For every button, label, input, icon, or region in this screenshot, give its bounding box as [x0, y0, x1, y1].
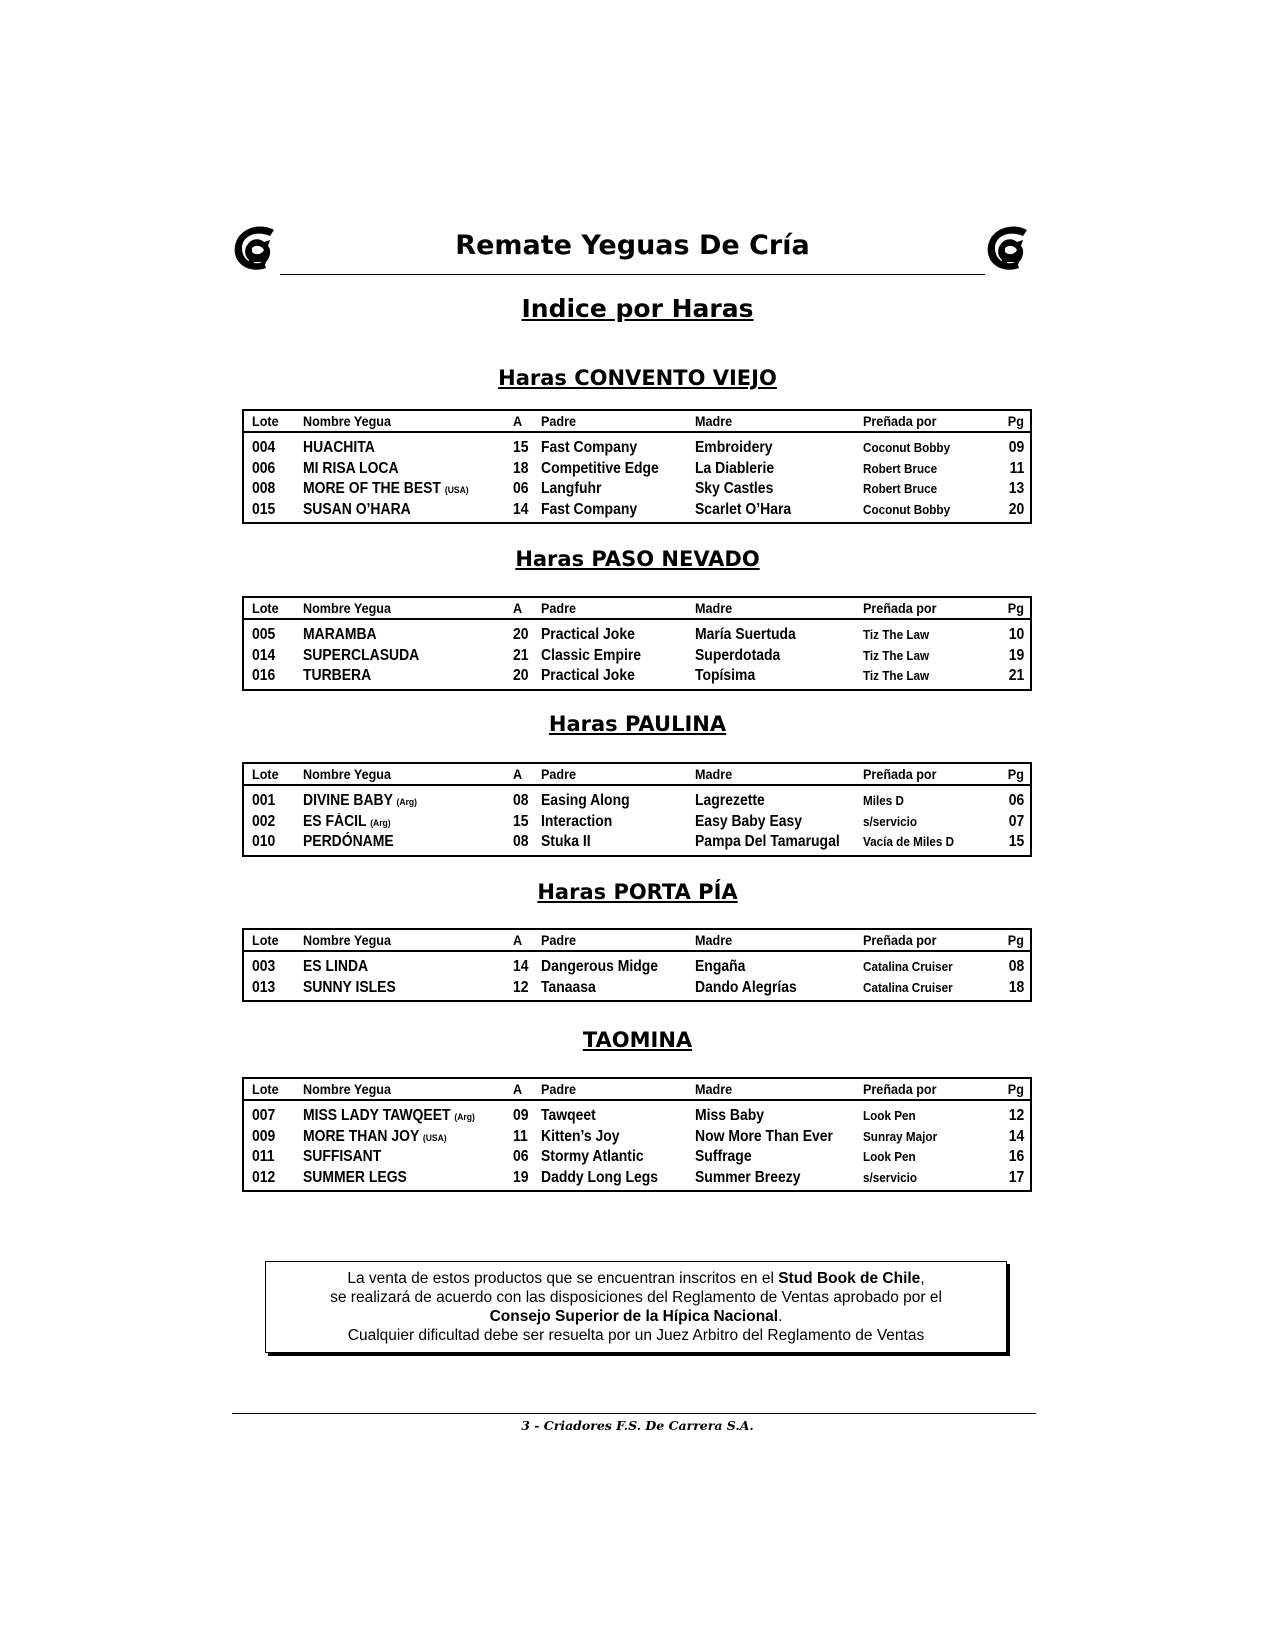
table-row	[244, 624, 1030, 645]
cell-nombre	[303, 460, 399, 478]
column-header-prenada: Preñada por	[863, 600, 937, 616]
cell-pg: 12	[1008, 1107, 1024, 1124]
cell-lote: 005	[252, 626, 276, 643]
cell-a: 12	[513, 978, 529, 996]
table-row	[244, 458, 1030, 479]
cell-lote: 003	[252, 958, 276, 975]
mare-name: SUPERCLASUDA	[303, 646, 420, 664]
mare-name: DIVINE BABY	[303, 792, 393, 809]
table-row	[244, 478, 1030, 499]
column-header-lote: Lote	[252, 932, 279, 948]
cell-pg: 06	[1008, 792, 1024, 809]
cell-pg: 08	[1008, 958, 1024, 975]
table-row	[244, 790, 1030, 811]
cell-a: 09	[513, 1107, 529, 1124]
table-row	[244, 1126, 1030, 1147]
cell-nombre	[303, 1148, 381, 1166]
cell-lote: 014	[252, 646, 276, 664]
cell-pg: 09	[1008, 439, 1024, 456]
cell-madre: Summer Breezy	[695, 1168, 801, 1186]
column-header-a: A	[513, 600, 523, 616]
cell-nombre	[303, 1128, 447, 1146]
cell-padre: Kitten’s Joy	[541, 1127, 620, 1145]
section-title: Haras PASO NEVADO	[515, 547, 760, 571]
cell-pg: 07	[1008, 812, 1024, 830]
table-row	[244, 1105, 1030, 1126]
table-header-row	[244, 1079, 1030, 1101]
column-header-madre: Madre	[695, 766, 733, 782]
column-header-pg: Pg	[1007, 1081, 1024, 1097]
cell-nombre	[303, 833, 394, 851]
cell-madre: Pampa Del Tamarugal	[695, 833, 840, 850]
page-footer: 3 - Criadores F.S. De Carrera S.A.	[521, 1418, 754, 1433]
column-header-madre: Madre	[695, 1081, 733, 1097]
cell-pg: 15	[1008, 833, 1024, 850]
cell-nombre	[303, 647, 419, 665]
column-header-a: A	[513, 766, 523, 782]
cell-lote: 007	[252, 1107, 276, 1124]
cell-padre: Tanaasa	[541, 978, 596, 996]
cell-a: 15	[513, 812, 529, 830]
cell-nombre	[303, 958, 368, 976]
origin-tag: (Arg)	[370, 817, 391, 829]
column-header-pg: Pg	[1007, 413, 1024, 429]
column-header-pg: Pg	[1007, 766, 1024, 782]
cell-nombre	[303, 501, 411, 519]
cell-pg: 10	[1008, 626, 1024, 643]
cell-nombre	[303, 626, 377, 644]
table-row	[244, 437, 1030, 458]
column-header-madre: Madre	[695, 932, 733, 948]
cell-madre: Topísima	[695, 667, 756, 684]
section-title: Haras CONVENTO VIEJO	[498, 366, 777, 390]
column-header-pg: Pg	[1007, 932, 1024, 948]
cell-padre: Daddy Long Legs	[541, 1168, 659, 1186]
mare-name: PERDÓNAME	[303, 833, 394, 850]
horse-logo-icon	[983, 222, 1035, 274]
notice-line-2: se realizará de acuerdo con las disposiciones del Reglamento de Ventas aprobado por el	[330, 1289, 942, 1306]
cell-lote: 004	[252, 439, 276, 456]
cell-padre: Interaction	[541, 812, 613, 830]
mare-name: MISS LADY TAWQEET	[303, 1107, 451, 1124]
cell-madre: Superdotada	[695, 646, 781, 664]
table-row	[244, 956, 1030, 977]
column-header-nombre: Nombre Yegua	[303, 600, 392, 616]
column-header-nombre: Nombre Yegua	[303, 766, 392, 782]
cell-madre: María Suertuda	[695, 626, 796, 643]
table-header-row	[244, 930, 1030, 952]
haras-table	[242, 1077, 1032, 1192]
cell-lote: 002	[252, 812, 276, 830]
table-header-row	[244, 411, 1030, 433]
cell-nombre	[303, 979, 396, 997]
column-header-madre: Madre	[695, 600, 733, 616]
column-header-madre: Madre	[695, 413, 733, 429]
cell-padre: Practical Joke	[541, 667, 635, 684]
cell-pg: 20	[1008, 500, 1024, 518]
column-header-padre: Padre	[541, 1081, 577, 1097]
cell-prenada: Tiz The Law	[863, 627, 930, 642]
table-header-row	[244, 764, 1030, 786]
mare-name: MI RISA LOCA	[303, 459, 399, 477]
cell-padre: Classic Empire	[541, 646, 642, 664]
haras-table	[242, 928, 1032, 1002]
notice-line-4: Cualquier dificultad debe ser resuelta por un Juez Arbitro del Reglamento de Ventas	[347, 1327, 925, 1344]
cell-prenada: Miles D	[863, 793, 904, 808]
cell-lote: 016	[252, 667, 276, 684]
table-row	[244, 1167, 1030, 1188]
table-row	[244, 499, 1030, 520]
cell-madre: La Diablerie	[695, 459, 775, 477]
cell-prenada: Look Pen	[863, 1149, 916, 1164]
column-header-pg: Pg	[1007, 600, 1024, 616]
cell-pg: 11	[1009, 459, 1024, 477]
column-header-lote: Lote	[252, 600, 279, 616]
cell-pg: 13	[1008, 480, 1024, 497]
column-header-a: A	[513, 1081, 523, 1097]
cell-nombre	[303, 813, 391, 831]
column-header-nombre: Nombre Yegua	[303, 413, 392, 429]
cell-a: 06	[513, 1148, 529, 1165]
cell-prenada: Robert Bruce	[863, 460, 938, 476]
cell-madre: Scarlet O’Hara	[695, 500, 792, 518]
cell-madre: Now More Than Ever	[695, 1127, 833, 1145]
cell-padre: Easing Along	[541, 792, 630, 809]
mare-name: TURBERA	[303, 667, 372, 684]
cell-nombre	[303, 667, 371, 685]
cell-a: 15	[513, 439, 529, 456]
origin-tag: (USA)	[444, 485, 469, 496]
cell-lote: 015	[252, 500, 276, 518]
cell-prenada: Catalina Cruiser	[863, 959, 953, 974]
cell-a: 20	[513, 667, 529, 684]
mare-name: MARAMBA	[303, 626, 377, 643]
cell-madre: Lagrezette	[695, 792, 765, 809]
cell-pg: 18	[1008, 978, 1024, 996]
column-header-prenada: Preñada por	[863, 413, 937, 429]
cell-prenada: Look Pen	[863, 1108, 916, 1123]
cell-a: 14	[513, 958, 529, 975]
cell-padre: Competitive Edge	[541, 459, 659, 477]
footer-divider	[232, 1413, 1036, 1414]
cell-a: 14	[513, 500, 529, 518]
cell-pg: 21	[1008, 667, 1024, 684]
cell-padre: Stormy Atlantic	[541, 1148, 644, 1165]
table-row	[244, 645, 1030, 666]
cell-nombre	[303, 480, 469, 498]
cell-padre: Dangerous Midge	[541, 958, 659, 975]
cell-pg: 19	[1008, 646, 1024, 664]
section-title: Haras PORTA PÍA	[537, 880, 738, 904]
cell-prenada: Tiz The Law	[863, 668, 930, 683]
cell-padre: Stuka II	[541, 833, 591, 850]
cell-lote: 009	[252, 1127, 276, 1145]
mare-name: ES LINDA	[303, 958, 369, 975]
origin-tag: (Arg)	[454, 1112, 475, 1123]
cell-madre: Easy Baby Easy	[695, 812, 803, 830]
cell-a: 18	[513, 459, 529, 477]
mare-name: MORE THAN JOY	[303, 1127, 420, 1145]
column-header-prenada: Preñada por	[863, 1081, 937, 1097]
mare-name: ES FÁCIL	[303, 812, 367, 830]
table-header-row	[244, 598, 1030, 620]
table-row	[244, 1146, 1030, 1167]
cell-a: 11	[513, 1127, 528, 1145]
mare-name: MORE OF THE BEST	[303, 480, 441, 497]
column-header-padre: Padre	[541, 766, 577, 782]
cell-prenada: Vacía de Miles D	[863, 834, 955, 849]
page-header	[230, 222, 1035, 274]
mare-name: SUFFISANT	[303, 1148, 382, 1165]
haras-table	[242, 762, 1032, 857]
cell-lote: 012	[252, 1168, 276, 1186]
column-header-a: A	[513, 413, 523, 429]
cell-lote: 006	[252, 459, 276, 477]
column-header-a: A	[513, 932, 523, 948]
cell-lote: 008	[252, 480, 276, 497]
cell-padre: Langfuhr	[541, 480, 602, 497]
cell-a: 21	[513, 646, 529, 664]
haras-table	[242, 596, 1032, 691]
sale-notice	[265, 1261, 1007, 1353]
cell-prenada: Coconut Bobby	[863, 440, 951, 455]
section-title: TAOMINA	[582, 1028, 693, 1052]
cell-padre: Practical Joke	[541, 626, 635, 643]
mare-name: HUACHITA	[303, 439, 375, 456]
cell-nombre	[303, 1107, 475, 1125]
notice-line-1: La venta de estos productos que se encuentran inscritos en el Stud Book de Chile,	[347, 1270, 925, 1287]
table-row	[244, 977, 1030, 998]
header-divider	[280, 274, 985, 275]
column-header-prenada: Preñada por	[863, 932, 937, 948]
cell-madre: Miss Baby	[695, 1107, 765, 1124]
column-header-nombre: Nombre Yegua	[303, 932, 392, 948]
cell-padre: Fast Company	[541, 439, 638, 456]
cell-a: 20	[513, 626, 529, 643]
cell-nombre	[303, 439, 375, 457]
column-header-lote: Lote	[252, 1081, 279, 1097]
table-row	[244, 665, 1030, 686]
cell-padre: Tawqeet	[541, 1107, 596, 1124]
cell-lote: 010	[252, 833, 276, 850]
cell-pg: 14	[1008, 1127, 1024, 1145]
cell-madre: Engaña	[695, 958, 746, 975]
cell-madre: Sky Castles	[695, 480, 774, 497]
mare-name: SUSAN O’HARA	[303, 500, 411, 518]
cell-lote: 011	[252, 1148, 275, 1165]
cell-madre: Suffrage	[695, 1148, 752, 1165]
cell-prenada: Coconut Bobby	[863, 501, 951, 517]
column-header-padre: Padre	[541, 413, 577, 429]
cell-a: 06	[513, 480, 529, 497]
page-title: Remate Yeguas De Cría	[455, 230, 810, 261]
cell-prenada: Robert Bruce	[863, 481, 938, 496]
cell-prenada: s/servicio	[863, 1169, 917, 1185]
cell-prenada: s/servicio	[863, 813, 917, 829]
column-header-padre: Padre	[541, 600, 577, 616]
cell-pg: 16	[1008, 1148, 1024, 1165]
cell-a: 08	[513, 792, 529, 809]
section-title: Haras PAULINA	[548, 712, 727, 736]
cell-lote: 001	[252, 792, 276, 809]
column-header-lote: Lote	[252, 413, 279, 429]
cell-prenada: Sunray Major	[863, 1128, 938, 1144]
cell-madre: Dando Alegrías	[695, 978, 797, 996]
origin-tag: (USA)	[422, 1132, 447, 1144]
cell-prenada: Tiz The Law	[863, 647, 930, 663]
index-subtitle: Indice por Haras	[521, 294, 754, 323]
column-header-prenada: Preñada por	[863, 766, 937, 782]
column-header-nombre: Nombre Yegua	[303, 1081, 392, 1097]
haras-table	[242, 409, 1032, 524]
origin-tag: (Arg)	[396, 797, 417, 808]
table-row	[244, 811, 1030, 832]
cell-padre: Fast Company	[541, 500, 638, 518]
cell-nombre	[303, 792, 417, 810]
cell-madre: Embroidery	[695, 439, 773, 456]
mare-name: SUMMER LEGS	[303, 1168, 407, 1186]
table-row	[244, 831, 1030, 852]
cell-nombre	[303, 1169, 407, 1187]
notice-line-3: Consejo Superior de la Hípica Nacional.	[489, 1308, 783, 1325]
cell-lote: 013	[252, 978, 276, 996]
cell-pg: 17	[1008, 1168, 1024, 1186]
column-header-padre: Padre	[541, 932, 577, 948]
column-header-lote: Lote	[252, 766, 279, 782]
cell-a: 19	[513, 1168, 529, 1186]
cell-a: 08	[513, 833, 529, 850]
mare-name: SUNNY ISLES	[303, 978, 396, 996]
cell-prenada: Catalina Cruiser	[863, 979, 953, 995]
